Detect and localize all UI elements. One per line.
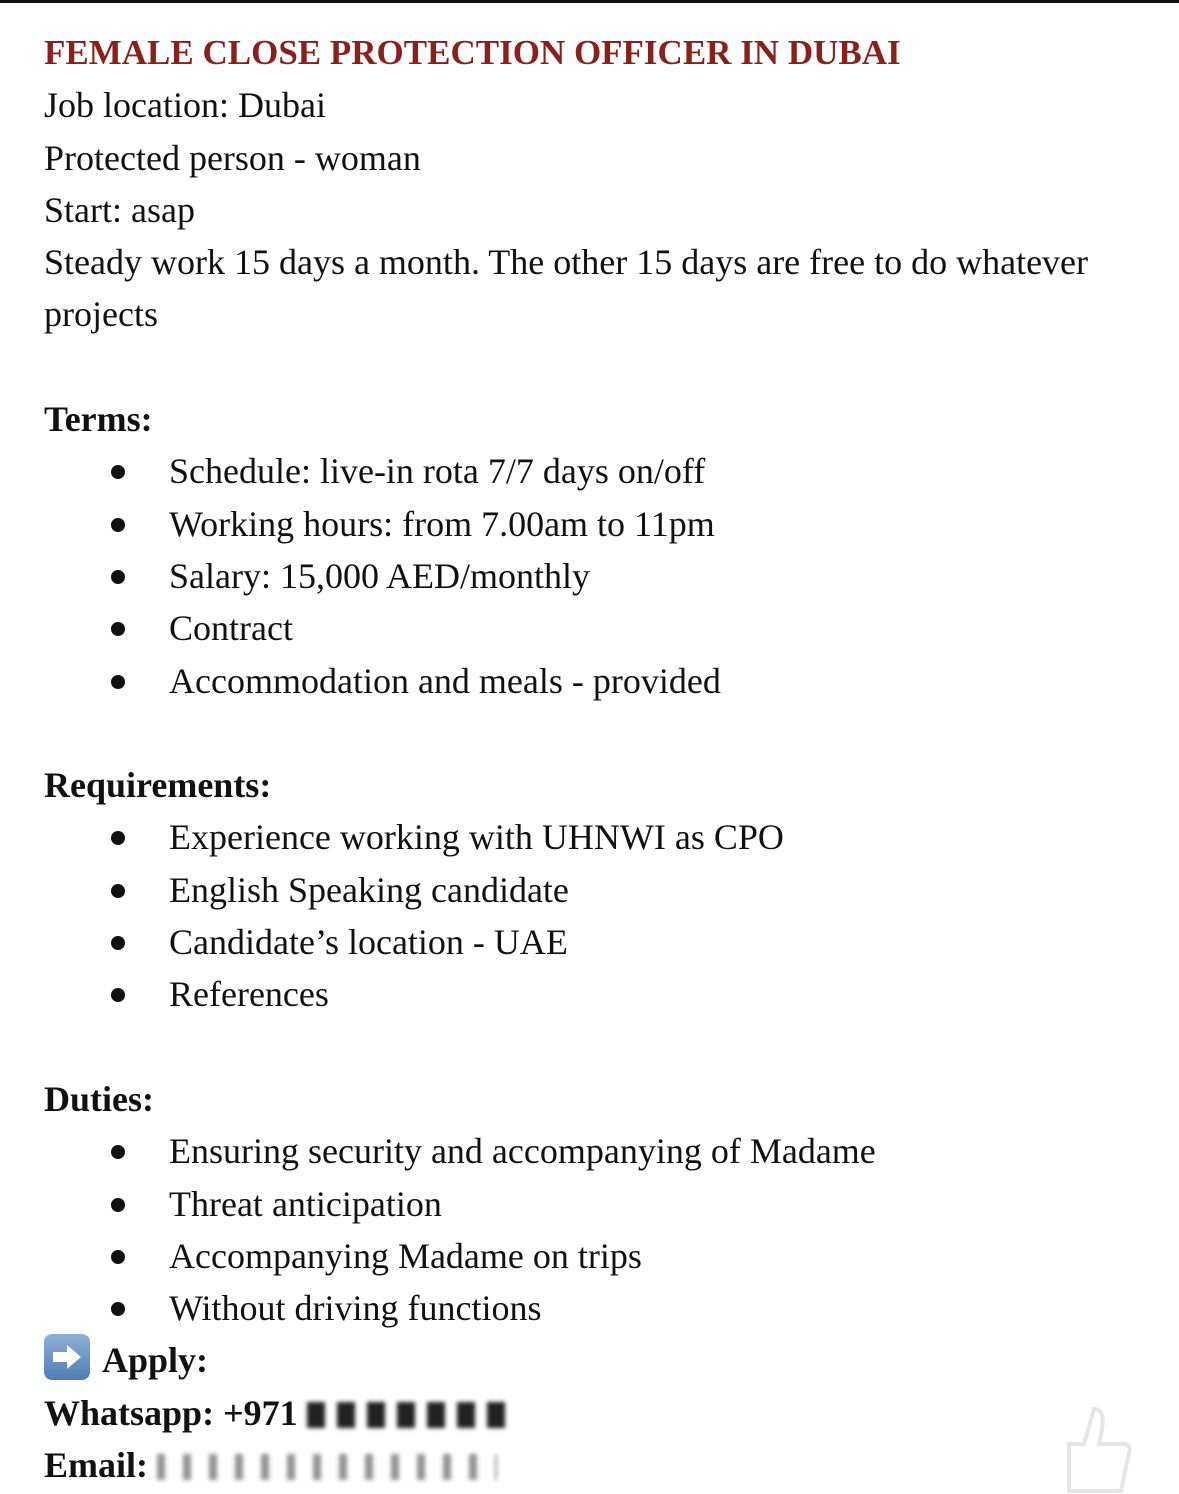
- requirements-heading: Requirements:: [44, 765, 272, 806]
- thumbs-up-watermark-icon: [1059, 1404, 1139, 1494]
- whatsapp-prefix: +971: [223, 1392, 298, 1433]
- protected-person: Protected person - woman: [44, 137, 421, 178]
- list-item: English Speaking candidate: [44, 864, 1179, 916]
- duties-heading: Duties:: [44, 1078, 154, 1119]
- list-item: Without driving functions: [44, 1282, 1179, 1334]
- list-item: Contract: [44, 602, 1179, 654]
- job-posting: [44, 27, 1179, 1491]
- whatsapp-line: [44, 1387, 1179, 1439]
- list-item: Threat anticipation: [44, 1178, 1179, 1230]
- work-schedule-note-cont: projects: [44, 294, 158, 335]
- email-label: Email:: [44, 1445, 148, 1486]
- start-date: Start: asap: [44, 189, 195, 230]
- list-item: Working hours: from 7.00am to 11pm: [44, 498, 1179, 550]
- list-item: Salary: 15,000 AED/monthly: [44, 550, 1179, 602]
- list-item: Ensuring security and accompanying of Madame: [44, 1125, 1179, 1177]
- email-line: [44, 1439, 1179, 1491]
- job-location: Job location: Dubai: [44, 85, 326, 126]
- redacted-phone: [307, 1402, 507, 1428]
- list-item: Experience working with UHNWI as CPO: [44, 811, 1179, 863]
- list-item: Schedule: live-in rota 7/7 days on/off: [44, 445, 1179, 497]
- list-item: Accommodation and meals - provided: [44, 655, 1179, 707]
- page-title: FEMALE CLOSE PROTECTION OFFICER IN DUBAI: [44, 33, 901, 72]
- terms-heading: Terms:: [44, 399, 153, 440]
- apply-heading: [44, 1334, 1179, 1386]
- right-arrow-icon: [44, 1334, 90, 1380]
- whatsapp-label: Whatsapp:: [44, 1392, 215, 1433]
- apply-label: Apply:: [102, 1340, 209, 1381]
- redacted-email: [157, 1454, 497, 1480]
- list-item: Candidate’s location - UAE: [44, 916, 1179, 968]
- list-item: Accompanying Madame on trips: [44, 1230, 1179, 1282]
- list-item: References: [44, 968, 1179, 1020]
- work-schedule-note: Steady work 15 days a month. The other 15 days are free to do whatever: [44, 242, 1089, 283]
- top-border: [0, 0, 1179, 3]
